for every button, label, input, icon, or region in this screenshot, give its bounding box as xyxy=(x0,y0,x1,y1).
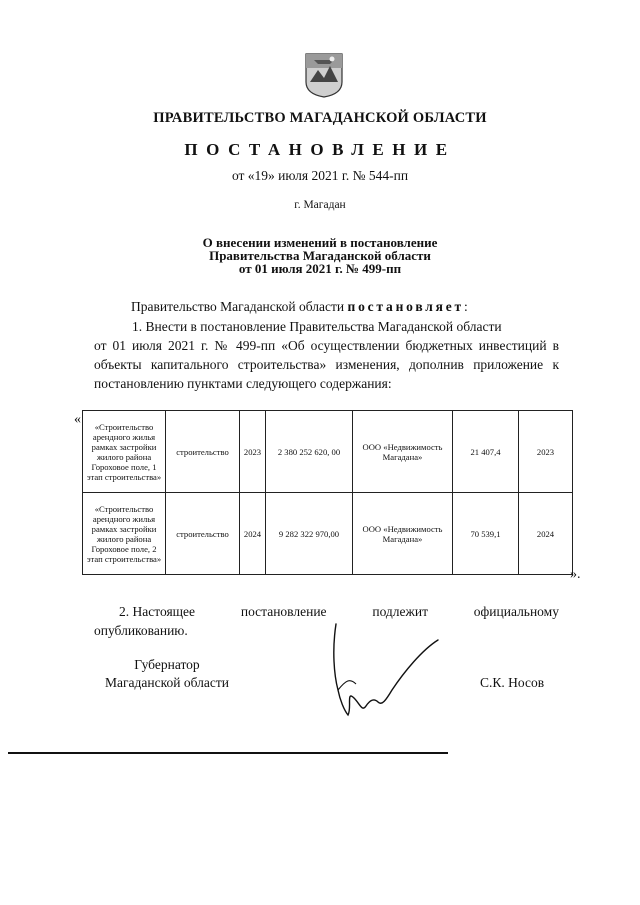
city: г. Магадан xyxy=(294,199,346,211)
p2-word: подлежит xyxy=(372,604,428,619)
paragraph-2-second-line: опубликованию. xyxy=(94,623,188,638)
recipient-cell: ООО «Недвижимость Магадана» xyxy=(353,411,453,493)
paragraph-1-first-line: 1. Внести в постановление Правительства Магаданской области xyxy=(132,319,502,334)
date-and-number: от «19» июля 2021 г. № 544-пп xyxy=(231,168,409,183)
area-cell: 70 539,1 xyxy=(453,493,519,575)
subject-line-3: от 01 июля 2021 г. № 499-пп xyxy=(238,261,402,276)
signatory-name: С.К. Носов xyxy=(480,675,545,690)
lead-resolves: постановляет xyxy=(347,299,464,314)
p2-word: официальному xyxy=(473,604,559,619)
subject-line-1: О внесении изменений в постановление xyxy=(202,235,438,250)
signatory-title-line-1: Губернатор xyxy=(134,657,200,672)
completion-year-cell: 2024 xyxy=(519,493,573,575)
document-type: ПОСТАНОВЛЕНИЕ xyxy=(184,140,456,159)
subject-line-2: Правительства Магаданской области xyxy=(209,248,431,263)
lead-text: Правительство Магаданской области xyxy=(131,299,348,314)
recipient-cell: ООО «Недвижимость Магадана» xyxy=(353,493,453,575)
paragraph-1-rest: от 01 июля 2021 г. № 499-пп «Об осуществлении бюджетных инвестиций в объекты капитального строительства» изменения, дополнив приложение к постановлению пунктами следующего содержания: xyxy=(94,338,559,391)
cost-cell: 2 380 252 620, 00 xyxy=(266,411,353,493)
year-cell: 2024 xyxy=(240,493,266,575)
table-row xyxy=(83,411,573,493)
signatory-title xyxy=(92,656,242,692)
document-subject xyxy=(0,236,640,275)
opening-quote: « xyxy=(74,412,81,427)
handwritten-signature xyxy=(326,620,446,720)
closing-quote: ». xyxy=(570,567,581,582)
cost-cell: 9 282 322 970,00 xyxy=(266,493,353,575)
coat-of-arms-emblem xyxy=(304,52,344,98)
area-cell: 21 407,4 xyxy=(453,411,519,493)
lead-colon: : xyxy=(464,299,468,314)
work-type-cell: строительство xyxy=(166,493,240,575)
government-title: ПРАВИТЕЛЬСТВО МАГАДАНСКОЙ ОБЛАСТИ xyxy=(153,110,487,126)
object-name-cell: «Строительство арендного жилья рамках застройки жилого района Гороховое поле, 2 этап строительства» xyxy=(83,493,166,575)
signatory-title-line-2: Магаданской области xyxy=(105,675,229,690)
year-cell: 2023 xyxy=(240,411,266,493)
bottom-divider xyxy=(8,752,448,754)
table-row xyxy=(83,493,573,575)
paragraph-1 xyxy=(94,317,559,393)
object-name-cell: «Строительство арендного жилья рамках застройки жилого района Гороховое поле, 1 этап строительства» xyxy=(83,411,166,493)
p2-word: постановление xyxy=(240,604,327,619)
completion-year-cell: 2023 xyxy=(519,411,573,493)
p2-word: 2. Настоящее xyxy=(119,604,196,619)
work-type-cell: строительство xyxy=(166,411,240,493)
amendment-table xyxy=(82,410,573,575)
paragraph-2-first-line xyxy=(94,602,559,621)
lead-paragraph xyxy=(131,297,468,316)
